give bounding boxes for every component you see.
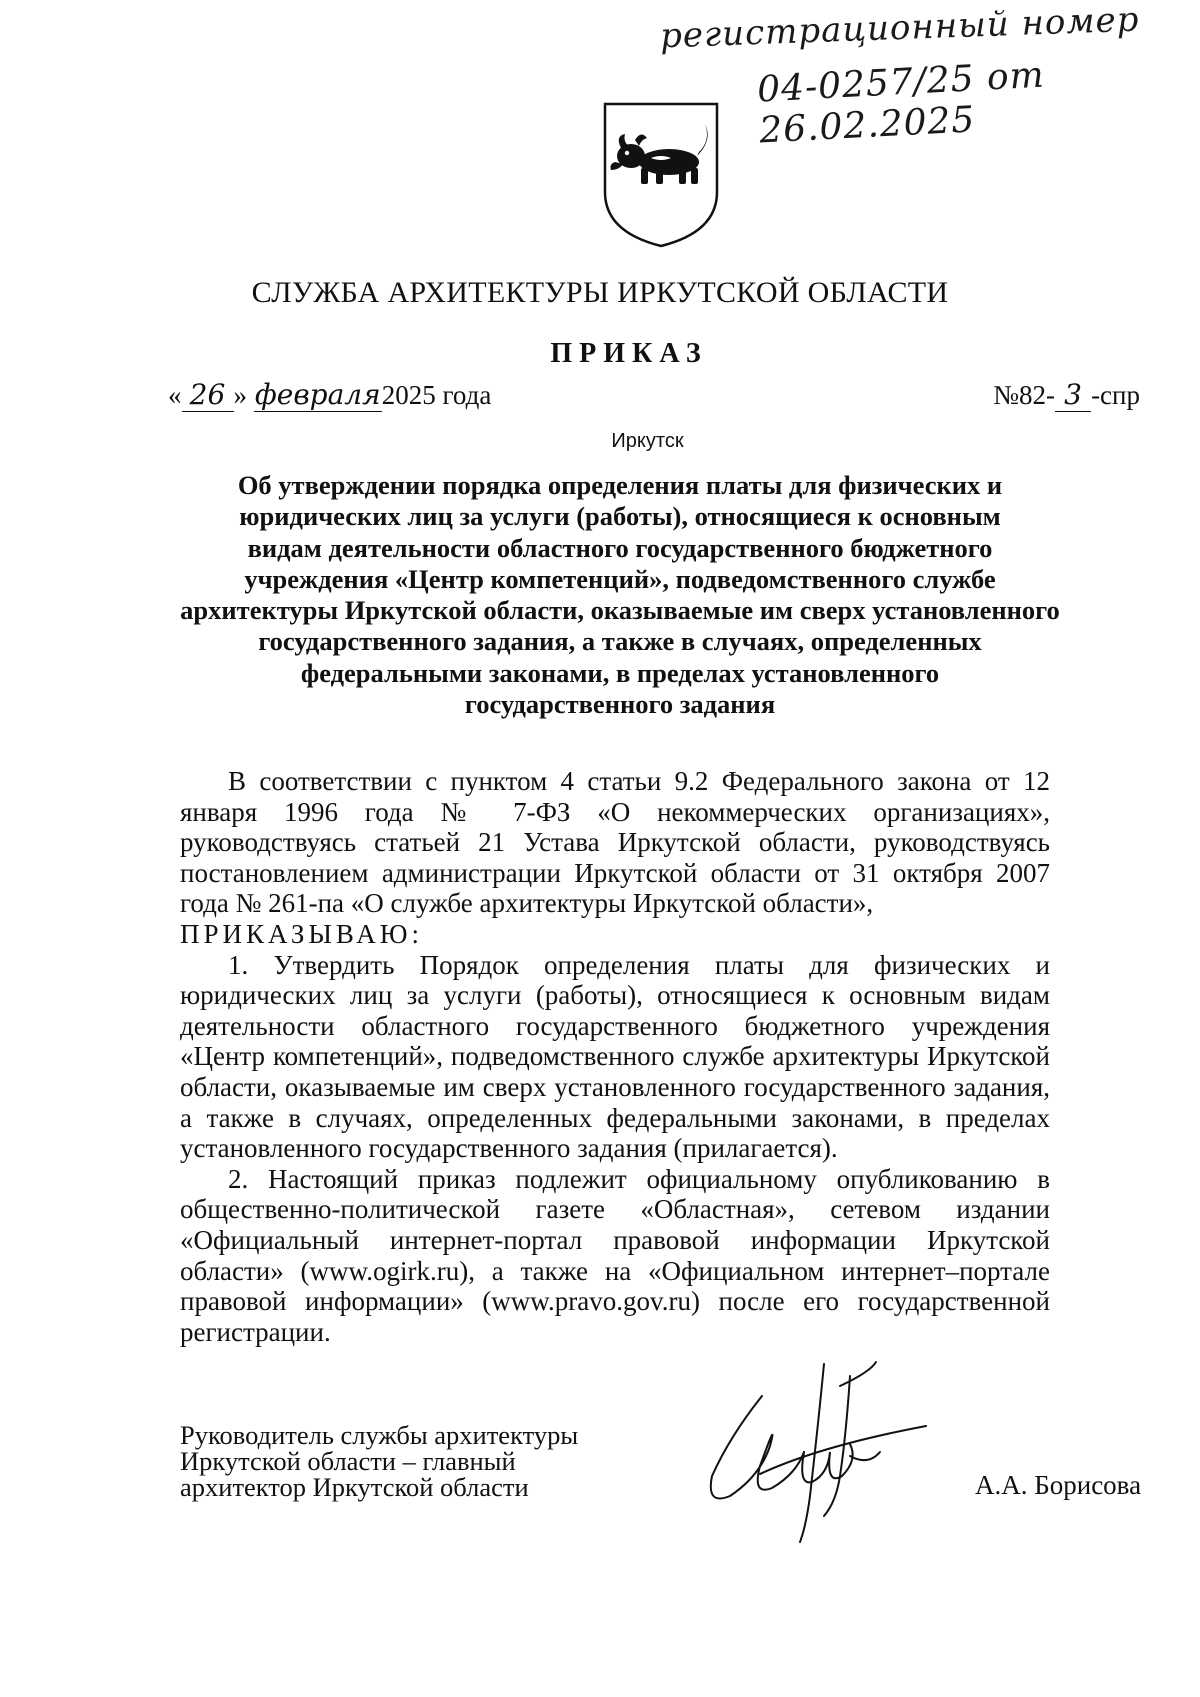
registration-note-line-1: регистрационный номер (659, 0, 1141, 57)
date-day-handwritten: 26 (182, 378, 234, 412)
number-suffix: -спр (1091, 380, 1140, 410)
signer-position (180, 1422, 578, 1500)
order-word: ПРИКАЗЫВАЮ: (180, 918, 423, 949)
title-line: государственного задания (464, 689, 776, 720)
title-line: видам деятельности областного государственного бюджетного (247, 532, 993, 563)
signer-name: А.А. Борисова (975, 1470, 1142, 1500)
registration-note-line-2: 04-0257/25 от 26.02.2025 (756, 54, 1046, 152)
signature-image (700, 1356, 930, 1546)
title-line: архитектуры Иркутской области, оказываемые им сверх установленного (180, 595, 1060, 626)
coat-of-arms-icon (601, 100, 721, 250)
order-item-2: 2. Настоящий приказ подлежит официальному опубликованию в общественно-политической газете «Областная», сетевом издании «Официальный интернет-портал правовой информации Иркутской области» (www.ogirk.ru), а также на «Официальном интернет–портале правовой информации» (www.pravo.gov.ru) после его государственной регистрации. (180, 1163, 1050, 1347)
date-open-quote: « (168, 380, 182, 410)
number-handwritten: 3 (1055, 378, 1091, 412)
date-month-handwritten: февраля (254, 378, 381, 411)
signer-position-line: архитектор Иркутской области (180, 1472, 529, 1502)
title-line: юридических лиц за услуги (работы), относящиеся к основным (239, 501, 1001, 532)
title-line: федеральными законами, в пределах установленного (300, 657, 940, 688)
city: Иркутск (611, 430, 684, 452)
document-date (168, 378, 491, 412)
number-prefix: №82- (993, 380, 1056, 410)
document-type: ПРИКАЗ (550, 338, 708, 369)
date-year: 2025 года (381, 380, 492, 410)
date-close-quote: » (233, 380, 247, 410)
signer-position-line: Иркутской области – главный (180, 1446, 516, 1476)
title-line: учреждения «Центр компетенций», подведомственного службе (244, 563, 996, 594)
title-line: государственного задания, а также в случаях, определенных (258, 626, 982, 657)
document-body (180, 766, 1050, 1347)
signer-position-line: Руководитель службы архитектуры (180, 1420, 579, 1450)
order-item-1: 1. Утвердить Порядок определения платы для физических и юридических лиц за услуги (работы), относящиеся к основным видам деятельности областного государственного бюджетного учреждения «Центр компетенций», подведомственного службе архитектуры Иркутской области, оказываемые им сверх установленного государственного задания, а также в случаях, определенных федеральными законами, в пределах установленного государственного задания (прилагается). (180, 949, 1050, 1164)
document-number (993, 378, 1140, 412)
document-title (170, 470, 1070, 720)
title-line: Об утверждении порядка определения платы для физических и (237, 470, 1003, 500)
organization-name: СЛУЖБА АРХИТЕКТУРЫ ИРКУТСКОЙ ОБЛАСТИ (251, 276, 949, 309)
preamble-paragraph: В соответствии с пунктом 4 статьи 9.2 Федерального закона от 12 января 1996 года № 7-ФЗ «О некоммерческих организациях», руководствуясь статьей 21 Устава Иркутской области, руководствуясь постановлением администрации Иркутской области от 31 октября 2007 года № 261-па «О службе архитектуры Иркутской области», (180, 766, 1050, 919)
